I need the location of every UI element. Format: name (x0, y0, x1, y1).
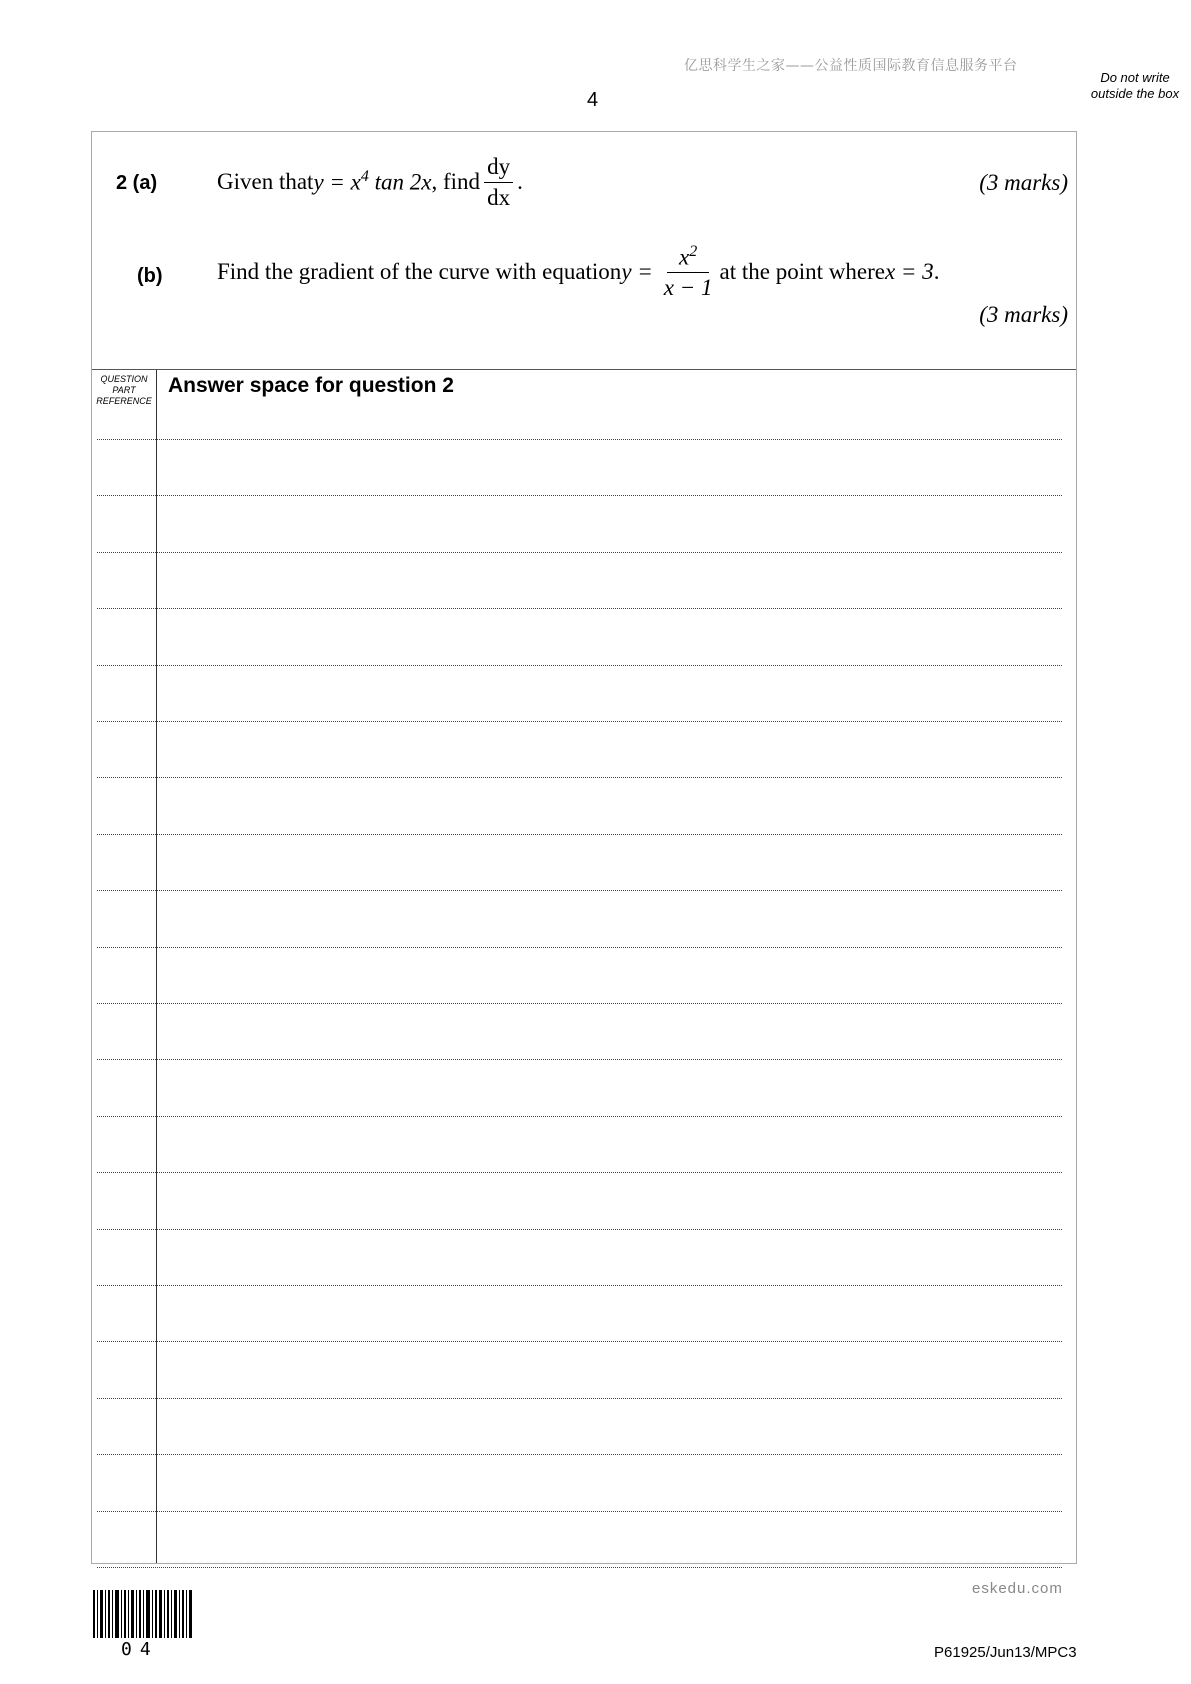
answer-line (97, 1454, 1062, 1455)
part-b-num-exp: 2 (689, 243, 698, 261)
answer-space-title: Answer space for question 2 (168, 374, 454, 397)
answer-line (97, 1567, 1062, 1568)
watermark-text: 亿思科学生之家——公益性质国际教育信息服务平台 (684, 58, 1018, 74)
answer-line (97, 947, 1062, 948)
answer-line (97, 1172, 1062, 1173)
part-a-frac-num: dy (484, 154, 513, 182)
part-b-frac-den: x − 1 (663, 275, 713, 301)
barcode-icon (93, 1590, 193, 1638)
part-b-text-pre: Find the gradient of the curve with equation (217, 259, 622, 284)
answer-line (97, 439, 1062, 440)
part-b-math: y = (621, 259, 653, 284)
part-b-end: . (933, 259, 940, 284)
answer-line (97, 608, 1062, 609)
answer-line (97, 1285, 1062, 1286)
part-a-frac-den: dx (487, 184, 511, 210)
answer-line (97, 552, 1062, 553)
part-a-end: . (517, 169, 523, 194)
page-number: 4 (587, 89, 599, 111)
answer-line (97, 1398, 1062, 1399)
question-part-reference-label: QUESTION PART REFERENCE (96, 374, 152, 406)
answer-line (97, 1341, 1062, 1342)
answer-lines (97, 132, 1062, 1563)
part-a-exponent: 4 (360, 168, 369, 186)
answer-line (97, 834, 1062, 835)
question-number-part-a: 2 (a) (116, 172, 158, 194)
part-b-math-end: x = 3 (884, 259, 934, 284)
answer-line (97, 665, 1062, 666)
margin-note: Do not write outside the box (1090, 70, 1180, 101)
part-a-math-base: y = x (313, 169, 361, 195)
site-watermark: eskedu.com (972, 1580, 1063, 1597)
answer-line (97, 495, 1062, 496)
part-b-num-base: x (679, 245, 690, 271)
paper-code: P61925/Jun13/MPC3 (934, 1644, 1077, 1661)
part-a-marks: (3 marks) (979, 170, 1068, 195)
question-part-b-label: (b) (137, 265, 163, 287)
part-a-text-mid: , find (431, 169, 481, 194)
barcode-number: 04 (121, 1639, 159, 1660)
answer-line (97, 721, 1062, 722)
answer-line (97, 1229, 1062, 1230)
question-frame (91, 131, 1077, 1564)
part-a-math-post: tan 2x (368, 169, 432, 195)
answer-line (97, 1511, 1062, 1512)
answer-line (97, 1116, 1062, 1117)
part-a-text-pre: Given that (217, 169, 314, 194)
part-b-marks: (3 marks) (979, 302, 1068, 327)
part-b-text-mid: at the point where (719, 259, 885, 284)
answer-line (97, 777, 1062, 778)
answer-line (97, 890, 1062, 891)
answer-line (97, 1059, 1062, 1060)
answer-line (97, 1003, 1062, 1004)
